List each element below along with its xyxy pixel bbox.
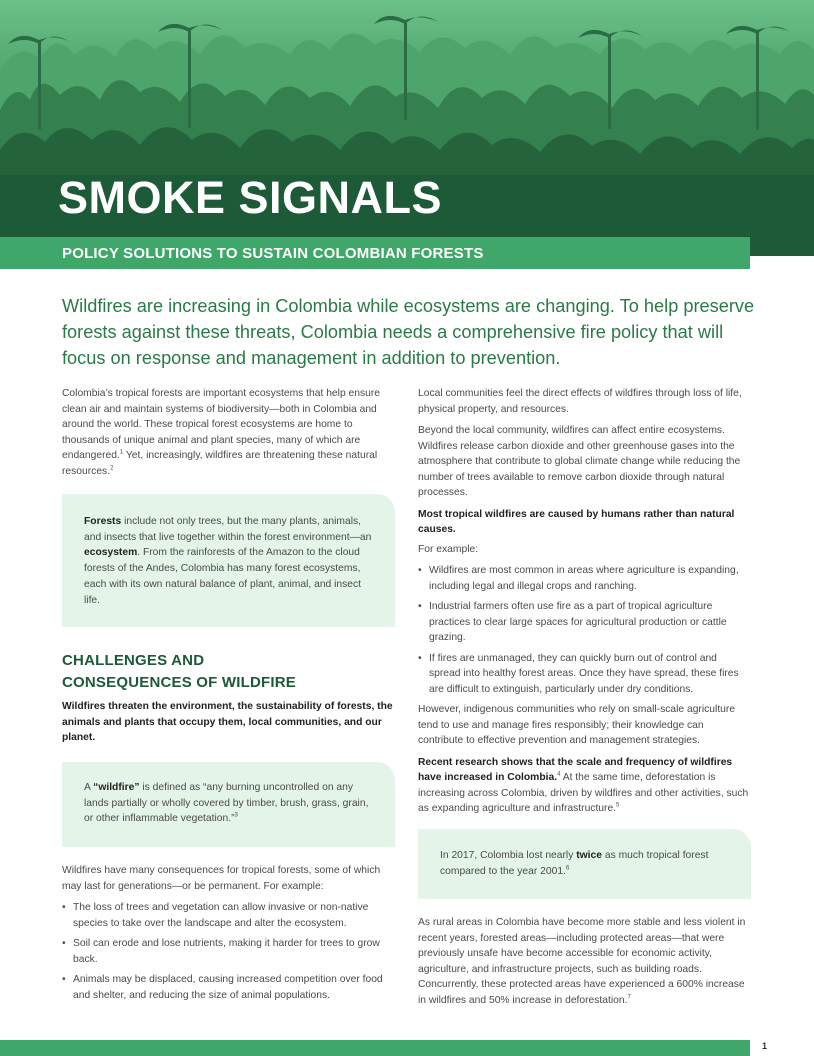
list-item: • Soil can erode and lose nutrients, making it harder for trees to grow back. (62, 936, 395, 967)
bold-heading: Most tropical wildfires are caused by humans rather than natural causes. (418, 508, 735, 535)
intro-text: Colombia’s tropical forests are important ecosystems that help ensure clean air and maintain systems of biodiversity—both in Colombia and around the world. These tropical forest ecosystems are home to thousands of unique animal and plant species, many of which are endangered. (62, 388, 381, 461)
subtitle-bar (0, 237, 750, 269)
wildfire-text: is defined as “any burning uncontrolled on any lands partially or wholly covered by timber, brush, grass, grain, or other inflammable vegetation.” (84, 782, 369, 825)
paragraph: However, indigenous communities who rely on small-scale agriculture tend to use and manage fires responsibly; their knowledge can contribute to effective prevention and management strategies. (418, 704, 736, 746)
research-text: At the same time, deforestation is increasing across Colombia, driven by wildfires and other activities, such as expanding agriculture and infrastructure. (418, 772, 749, 814)
forest-text-2: . From the rainforests of the Amazon to the cloud forests of the Andes, Colombia has many forest ecosystems, each with its own natural balance of plant, animal, and insect life. (84, 547, 362, 606)
page-title: SMOKE SIGNALS (58, 172, 443, 223)
left-intro (62, 386, 395, 485)
paragraph: As rural areas in Colombia have become more stable and less violent in recent years, forested areas—including protected areas—that were previously unsafe have become accessible for economic activity, agriculture, and infrastructure projects, such as building roads. Concurrently, these protected areas have experienced a 600% increase in wildfires and 50% increase in deforestation. (418, 917, 746, 1006)
footnote-ref: 1 (119, 449, 124, 456)
for-example: For example: (418, 543, 479, 555)
wildfire-prefix: A (84, 782, 94, 793)
consequences-intro: Wildfires have many consequences for tropical forests, some of which may last for generations—or be permanent. For example: (62, 865, 381, 892)
section-heading-line-2: CONSEQUENCES OF WILDFIRE (62, 674, 296, 691)
footnote-ref: 6 (565, 865, 570, 872)
ecosystem-term: ecosystem (84, 547, 138, 559)
right-column (418, 386, 751, 823)
list-item: • If fires are unmanaged, they can quickly burn out of control and spread into healthy forest areas. Once they have spread, these fires are difficult to extinguish, particularly under dry conditions. (418, 651, 751, 698)
footer-bar (0, 1040, 750, 1056)
footnote-ref: 2 (110, 465, 114, 472)
section-intro: Wildfires threaten the environment, the sustainability of forests, the animals and plants that occupy them, local communities, and our planet. (62, 701, 393, 743)
paragraph: Local communities feel the direct effects of wildfires through loss of life, physical property, and resources. (418, 388, 742, 415)
page-number: 1 (762, 1041, 768, 1051)
wildfire-definition-callout (62, 762, 395, 847)
section-heading-line-1: CHALLENGES AND (62, 652, 205, 669)
list-item: • Animals may be displaced, causing increased competition over food and shelter, and reducing the size of animal populations. (62, 972, 395, 1003)
wildfire-term: “wildfire” (93, 782, 140, 793)
forest-term: Forests (84, 516, 122, 527)
causes-list (418, 563, 751, 697)
research-paragraph (418, 755, 751, 817)
rural-areas-block (418, 915, 751, 1014)
forest-loss-callout (418, 829, 751, 899)
list-item: • Industrial farmers often use fire as a part of tropical agriculture practices to clear large spaces for agricultural production or cattle grazing. (418, 599, 751, 646)
forest-definition-callout (62, 494, 395, 627)
hero-banner (0, 0, 814, 256)
forest-text-1: include not only trees, but the many plants, animals, and insects that live together within the forest environment—an (84, 516, 372, 543)
consequences-list (62, 900, 395, 1003)
footnote-ref: 7 (627, 994, 631, 1001)
consequences-block (62, 863, 395, 1008)
list-item: • The loss of trees and vegetation can allow invasive or non-native species to take over the landscape and alter the ecosystem. (62, 900, 395, 931)
footnote-ref: 5 (616, 802, 620, 809)
intro-tail: Yet, increasingly, wildfires are threatening these natural resources. (62, 450, 378, 477)
lead-paragraph: Wildfires are increasing in Colombia while ecosystems are changing. To help preserve forests against these threats, Colombia needs a comprehensive fire policy that will focus on response and management in addition to prevention. (62, 296, 755, 368)
footnote-ref: 3 (234, 812, 238, 819)
twice-text-2: as much tropical forest compared to the year 2001. (440, 850, 709, 877)
paragraph: Beyond the local community, wildfires can affect entire ecosystems. Wildfires release carbon dioxide and other greenhouse gases into the atmosphere that contribute to global climate change while reducing the number of trees available to remove carbon dioxide through natural processes. (418, 425, 741, 498)
section-heading (62, 650, 296, 694)
research-bold: Recent research shows that the scale and frequency of wildfires have increased in Colombia. (418, 756, 733, 783)
twice-text-1: In 2017, Colombia lost nearly (440, 850, 577, 861)
page-subtitle: POLICY SOLUTIONS TO SUSTAIN COLOMBIAN FORESTS (62, 245, 484, 262)
footnote-ref: 4 (557, 771, 561, 778)
twice-term: twice (576, 850, 602, 861)
list-item: • Wildfires are most common in areas where agriculture is expanding, including legal and illegal crops and ranching. (418, 563, 751, 594)
